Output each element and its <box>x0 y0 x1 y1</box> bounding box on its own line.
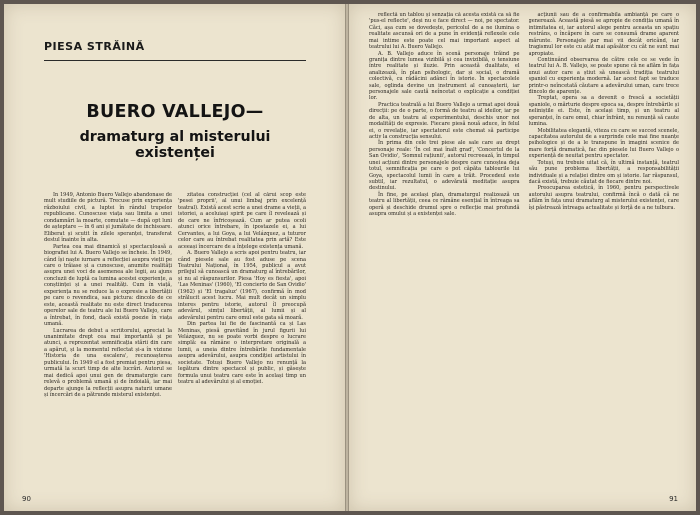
right-page <box>349 4 696 511</box>
paragraph: Practica teatrală a lui Buero Vallejo a urmat apoi două direcții: pe de o parte, o formă de teatru al ideilor, iar pe de alta, un teatru al experimentului, deschis unor noi modalități de expresie. Fiecare piesă nouă aduce, în felul ei, o revelație, iar spectatorul este chemat să participe activ la construcția sensului. <box>369 101 520 141</box>
left-page-column-1 <box>44 192 172 439</box>
article-subtitle: dramaturg al misterului existenței <box>79 129 271 161</box>
paragraph: Preocuparea estetică, în 1960, pentru perspectivele autorului asupra teatrului, confirmă încă o dată că ne aflăm în fața unui dramaturg al misterului existenței, care își păstrează întreaga actualitate și forță de a ne tulbura. <box>528 185 679 211</box>
paragraph: Mobilitatea elegantă, viteza cu care se succed scenele, capacitatea autorului de a surprinde cele mai fine nuanțe psihologice și de a le transpune în imagini scenice de mare forță dramatică, fac din piesele lui Buero Vallejo o experiență de neuitat pentru spectator. <box>528 127 679 160</box>
section-label: PIESA STRĂINĂ <box>44 40 145 53</box>
paragraph: Lucrarea de debut a scriitorului, apreciat la unanimitate drept cea mai importantă și pe atunci, a reprezentat semnificația stării din care a apărut, și la momentul reflectat și-a în viziune 'Historia de una escalera', recunoașterea publicului. În 1949 el a fost premiat pentru piesa, urmată la scurt timp de alte lucrări. Autorul se mai dedică apoi unui gen de dramaturgie care relevă o problemă umană și de îndoială, iar mai departe ajunge la reflecții asupra naturii umane și încercări de a pătrunde misterul existenței. <box>44 327 172 399</box>
page-number-right: 91 <box>669 495 678 503</box>
paragraph: zitatea construcției (cel al cărui scop este 'pesei proprii', al unui limbaj prin excelență teatral). Există acest scrie a unei drame a vieții, a istoriei, a aceluiași spirit pe care îl revelează și de care ne înfricoșează. Cum ar putea ocoli atunci orice întrebare, în ipostazele ei, a lui Cervantes, a lui Goya, a lui Velázquez, a tuturor celor care au întrebat realitatea prin artă? Este aceeași încercare de a înțelege existența umană. <box>178 192 306 250</box>
right-page-column-2 <box>529 12 680 490</box>
paragraph: Din partea lui fie de fascinantă ca și Las Meninas, piesă gravitând în jurul figurii lui Velázquez, nu se poate vorbi despre o lucrare simplă: ea rămâne o interpretare originală a lumii, a uneia dintre întrebările fundamentale asupra adevărului, asupra condiției artistului în societate. Totuși Buero Vallejo nu renunță la legătura dintre spectacol și public, și găsește formula unui teatru care este în același timp un teatru al adevărului și al emoției. <box>178 321 306 386</box>
paragraph: Totuși, nu trebuie uitat că, în ultimă instanță, teatrul său pune problema libertății, a responsabilității individuale și a relației dintre om și istorie. Iar răspunsul, dacă există, trebuie căutat de fiecare dintre noi. <box>528 159 679 185</box>
page-number-left: 90 <box>22 495 31 503</box>
section-rule <box>44 60 306 61</box>
paragraph: În 1949, Antonio Buero Vallejo abandonase de mult studiile de pictură. Trecuse prin experiența războiului civil, a luptei în rândul trupelor republicane. Cunoscuse viața sau limita a unei condamnări la moarte, comutate — după opt luni de așteptare — în 6 ani și jumătate de închisoare. Eliberat și scutit în zilele speranței, transferat destul înainte în alta. <box>44 192 172 244</box>
right-page-columns <box>369 12 679 490</box>
article-title: BUERO VALLEJO— <box>86 102 264 122</box>
paragraph: reflectă un tablou și senzația că acesta există ca să fie 'pus-el reflecte', deși nu e face direct — noi, pe spectator. Căci, așa cum se dovedește, pericolul de a ne ilumina o realitate ascunsă ori de a pune în evidență reflexele cele mai intime este poate cel mai important aspect al teatrului lui A. Buero Vallejo. <box>369 12 520 51</box>
left-page-column-2 <box>178 192 306 439</box>
paragraph: A. B. Vallejo aduce în scenă personaje trăind pe granița dintre lumea vizibilă și cea invizibilă, o tensiune între realitate și iluzie. Prin această dualitate, el analizează, în plan psihologic, dar și social, o dramă colectivă, cu rădăcini adânci în istorie. În spectacolele sale, oglinda devine un instrument al cunoașterii, iar personajele sale caută neîncetat o explicație a condiției lor. <box>369 50 520 102</box>
paragraph: Treptat, opera sa a devenit o frescă a societății spaniole, o mărturie despre epoca sa, despre întrebările și neliniștile ei. Este, în același timp, și un teatru al speranței, în care omul, chiar înfrânt, nu renunță să caute lumina. <box>528 95 679 128</box>
paragraph: În prima din cele trei piese ale sale care au drept personaje reale: 'În cel mai înalt grad', 'Concertul de la San Ovidio', 'Somnul rațiunii', autorul recreează, în timpul unei acțiuni dintre personajele despre care cunoștea deja totul, semnificația pe care o pot căpăta tablourile lui Goya, spectacolul lumii în care a trăit. Procedeul este subtil, iar rezultatul, o adevărată meditație asupra destinului. <box>369 140 520 192</box>
paragraph: Continuând observarea de către cele ce se vede în teatrul lui A. B. Vallejo, se poate spune că ne aflăm în fața unui autor care a știut să unească tradiția teatrului spaniol cu experiența modernă. Iar acest fapt se traduce printr-o neîncetată căutare a adevărului uman, care trece dincolo de aparențe. <box>528 56 679 96</box>
left-page-columns <box>44 192 306 439</box>
paragraph: A. Buero Vallejo a scris apoi pentru teatru, iar când piesele sale au fost aduse pe scena Teatrului Național, în 1954, publicul a avut prilejul să cunoască un dramaturg al întrebărilor, și nu al răspunsurilor. Piesa 'Hoy es fiesta', apoi 'Las Meninas' (1960), 'El concierto de San Ovidio' (1962) și 'El tragaluz' (1967), confirmă în mod strălucit acest lucru. Mai mult decât un simplu interes pentru istorie, autorul îl preocupă adevărul, simțul libertății, al lumii și al adevărului pentru care omul este gata să moară. <box>178 250 306 321</box>
right-page-column-1 <box>369 12 520 490</box>
paragraph: acțiunii sau de a confirmabila ambianță pe care o generează. Această piesă se apropie de condiția umană în intimitatea ei, iar autorul alege pentru aceasta un spațiu restrâns, o încăpere în care se consumă drame aparent mărunte. Personajele par mai vii decât oricând, iar tragismul lor este cu atât mai apăsător cu cât ne sunt mai apropiate. <box>528 12 679 57</box>
left-page <box>4 4 345 511</box>
paragraph: Partea cea mai dinamică și spectaculoasă a biografiei lui A. Buero Vallejo se încheie. În 1949, când își naște iurnare a reflecției asupra vieții pe care o trăiase și a cunoscuse, anumite realități asupra unei voci de asemenea ale legii, au ajuns concluzii de luptă ca lumina acestei experiențe, a conștiinței și a unei realități. Cum în viață, experiența nu se reduce la o expresie a libertății pe care o revendica, sau pictura: dincolo de ce este, această realitate nu este direct traducerea operelor sale de teatru ale lui Buero Vallejo, care a întrebat, în fond, dacă există poezie în viața umană. <box>44 243 172 328</box>
paragraph: În fine, pe același plan, dramaturgul realizează un teatru al libertății, ceea ce rămâne esențial în întreaga sa operă și deschide drumul spre o reflecție mai profundă asupra omului și a existenței sale. <box>369 191 520 218</box>
